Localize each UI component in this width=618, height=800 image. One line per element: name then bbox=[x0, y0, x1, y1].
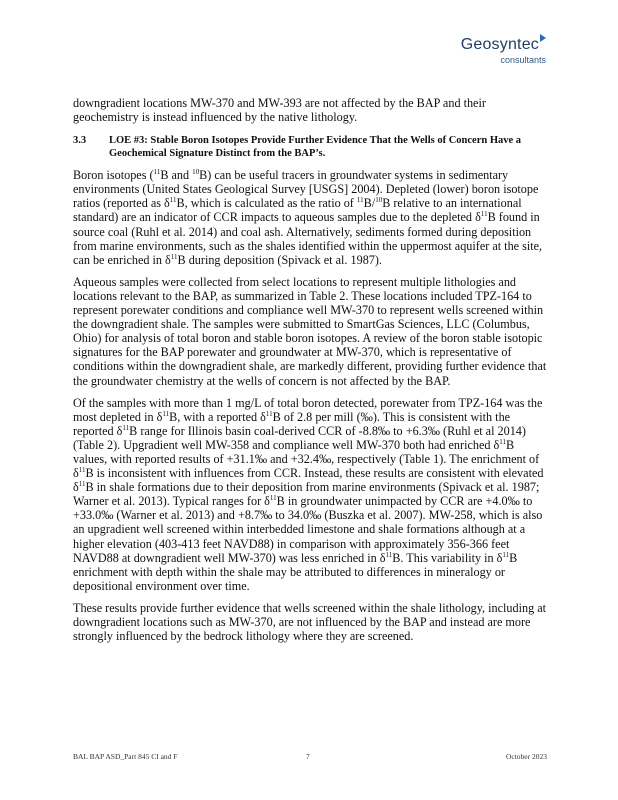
paragraph-text: B in shale formations due to their deposition from marine environments (Spivack et al. 1987; Warner et al. 2013). Typical ranges for δ bbox=[73, 480, 540, 509]
isotope-superscript: 11 bbox=[480, 210, 488, 219]
logo-triangle-icon bbox=[540, 34, 546, 42]
paragraph-text: B range for Illinois basin coal-derived CCR of -8.8‰ to +6.3‰ (Ruhl et al 2014) (Table 2). Upgradient well MW-358 and compliance well MW-370 both had enriched δ bbox=[73, 423, 526, 452]
paragraph-text: B is inconsistent with influences from CCR. Instead, these results are consistent with elevated δ bbox=[73, 466, 544, 495]
page-content bbox=[73, 96, 547, 651]
isotope-superscript: 11 bbox=[78, 466, 86, 475]
company-logo bbox=[461, 34, 546, 65]
paragraph-text: B and bbox=[160, 168, 193, 183]
paragraph-text: Aqueous samples were collected from select locations to represent multiple lithologies and locations relevant to the BAP, as summarized in Table 2. These locations included TPZ-164 to represent porewater conditions and compliance well MW-370 to represent wells screened within the downgradient shale. The samples were submitted to SmartGas Sciences, LLC (Columbus, Ohio) for analysis of total boron and stable boron isotopes. A review of the boron stable isotopic signatures for the BAP porewater and groundwater at MW-370, which is representative of conditions within the downgradient shale, are markedly different, providing further evidence that the groundwater chemistry at the wells of concern is not affected by the BAP. bbox=[73, 274, 547, 388]
isotope-superscript: 11 bbox=[162, 409, 170, 418]
paragraph-text: B of 2.8 per mill (‰). This is consistent with the reported δ bbox=[73, 409, 511, 438]
paragraph-text: B in groundwater unimpacted by CCR are +4.0‰ to +33.0‰ (Warner et al. 2013) and +8.7‰ to 34.0‰ (Buszka et al. 2007). MW-258, which is also an upgradient well screened within interbedded limestone and shale formations although at a higher elevation (403-413 feet NAVD88) in comparison with approximately 356-366 feet NAVD88 at downgradient well MW-370) was less enriched in δ bbox=[73, 494, 543, 565]
isotope-superscript: 10 bbox=[192, 168, 200, 177]
isotope-superscript: 11 bbox=[502, 550, 510, 559]
paragraph-text: B, which is calculated as the ratio of bbox=[176, 196, 357, 211]
isotope-superscript: 11 bbox=[499, 437, 506, 446]
body-paragraphs bbox=[73, 168, 547, 643]
paragraph-text: B. This variability in δ bbox=[392, 550, 503, 565]
body-paragraph bbox=[73, 275, 547, 388]
isotope-superscript: 11 bbox=[169, 196, 177, 205]
paragraph-text: These results provide further evidence that wells screened within the shale lithology, including at downgradient locations such as MW-370, are not influenced by the BAP and instead are more strongly influenced by the bedrock lithology where they are screened. bbox=[73, 600, 547, 644]
section-title: LOE #3: Stable Boron Isotopes Provide Further Evidence That the Wells of Concern Have a Geochemical Signature Distinct from the BAP’s. bbox=[109, 135, 522, 160]
body-paragraph bbox=[73, 396, 547, 593]
body-paragraph bbox=[73, 168, 547, 267]
paragraph-text: B during deposition (Spivack et al. 1987). bbox=[177, 252, 382, 267]
logo-name: Geosyntec bbox=[460, 36, 539, 53]
body-paragraph bbox=[73, 601, 547, 643]
isotope-superscript: 11 bbox=[122, 423, 130, 432]
paragraph-text: B) can be useful tracers in groundwater systems in sedimentary environments (United States Geological Survey [USGS] 2004). Depleted (lower) boron isotope ratios (reported as δ bbox=[73, 168, 539, 211]
isotope-superscript: 11 bbox=[269, 494, 277, 503]
isotope-superscript: 11 bbox=[78, 480, 86, 489]
paragraph-text: B, with a reported δ bbox=[169, 409, 266, 424]
paragraph-text: B found in source coal (Ruhl et al. 2014) and coal ash. Alternatively, sediments formed during deposition from marine environments, such as the shales identified within the uppermost aquifer at the site, can be enriched in δ bbox=[73, 210, 543, 267]
isotope-superscript: 10 bbox=[375, 196, 383, 205]
section-number: 3.3 bbox=[73, 135, 87, 147]
paragraph-text: B/ bbox=[363, 196, 376, 211]
section-heading bbox=[73, 134, 547, 160]
paragraph-text: Of the samples with more than 1 mg/L of total boron detected, porewater from TPZ-164 was the most depleted in δ bbox=[73, 395, 543, 424]
footer-date: October 2023 bbox=[505, 752, 547, 761]
paragraph-text: Boron isotopes ( bbox=[73, 168, 154, 183]
footer-document-name: BAL BAP ASD_Part 845 CI and F bbox=[73, 752, 178, 761]
logo-name-row bbox=[461, 34, 546, 54]
intro-paragraph: downgradient locations MW-370 and MW-393 are not affected by the BAP and their geochemistry is instead influenced by the native lithology. bbox=[73, 96, 486, 125]
paragraph-text: B enrichment with depth within the shale may be attributed to differences in mineralogy or depositional environment over time. bbox=[73, 550, 518, 593]
logo-subtitle: consultants bbox=[500, 55, 546, 65]
paragraph-text: B values, with reported results of +31.1‰ and +32.4‰, respectively (Table 1). The enrichment of δ bbox=[73, 437, 540, 481]
isotope-superscript: 11 bbox=[356, 196, 364, 205]
footer-page-number: 7 bbox=[306, 752, 310, 761]
isotope-superscript: 11 bbox=[265, 409, 273, 418]
paragraph-text: B relative to an international standard) are an indicator of CCR impacts to aqueous samples due to the depleted δ bbox=[73, 196, 522, 225]
isotope-superscript: 11 bbox=[385, 550, 393, 559]
isotope-superscript: 11 bbox=[170, 252, 178, 261]
isotope-superscript: 11 bbox=[153, 168, 161, 177]
